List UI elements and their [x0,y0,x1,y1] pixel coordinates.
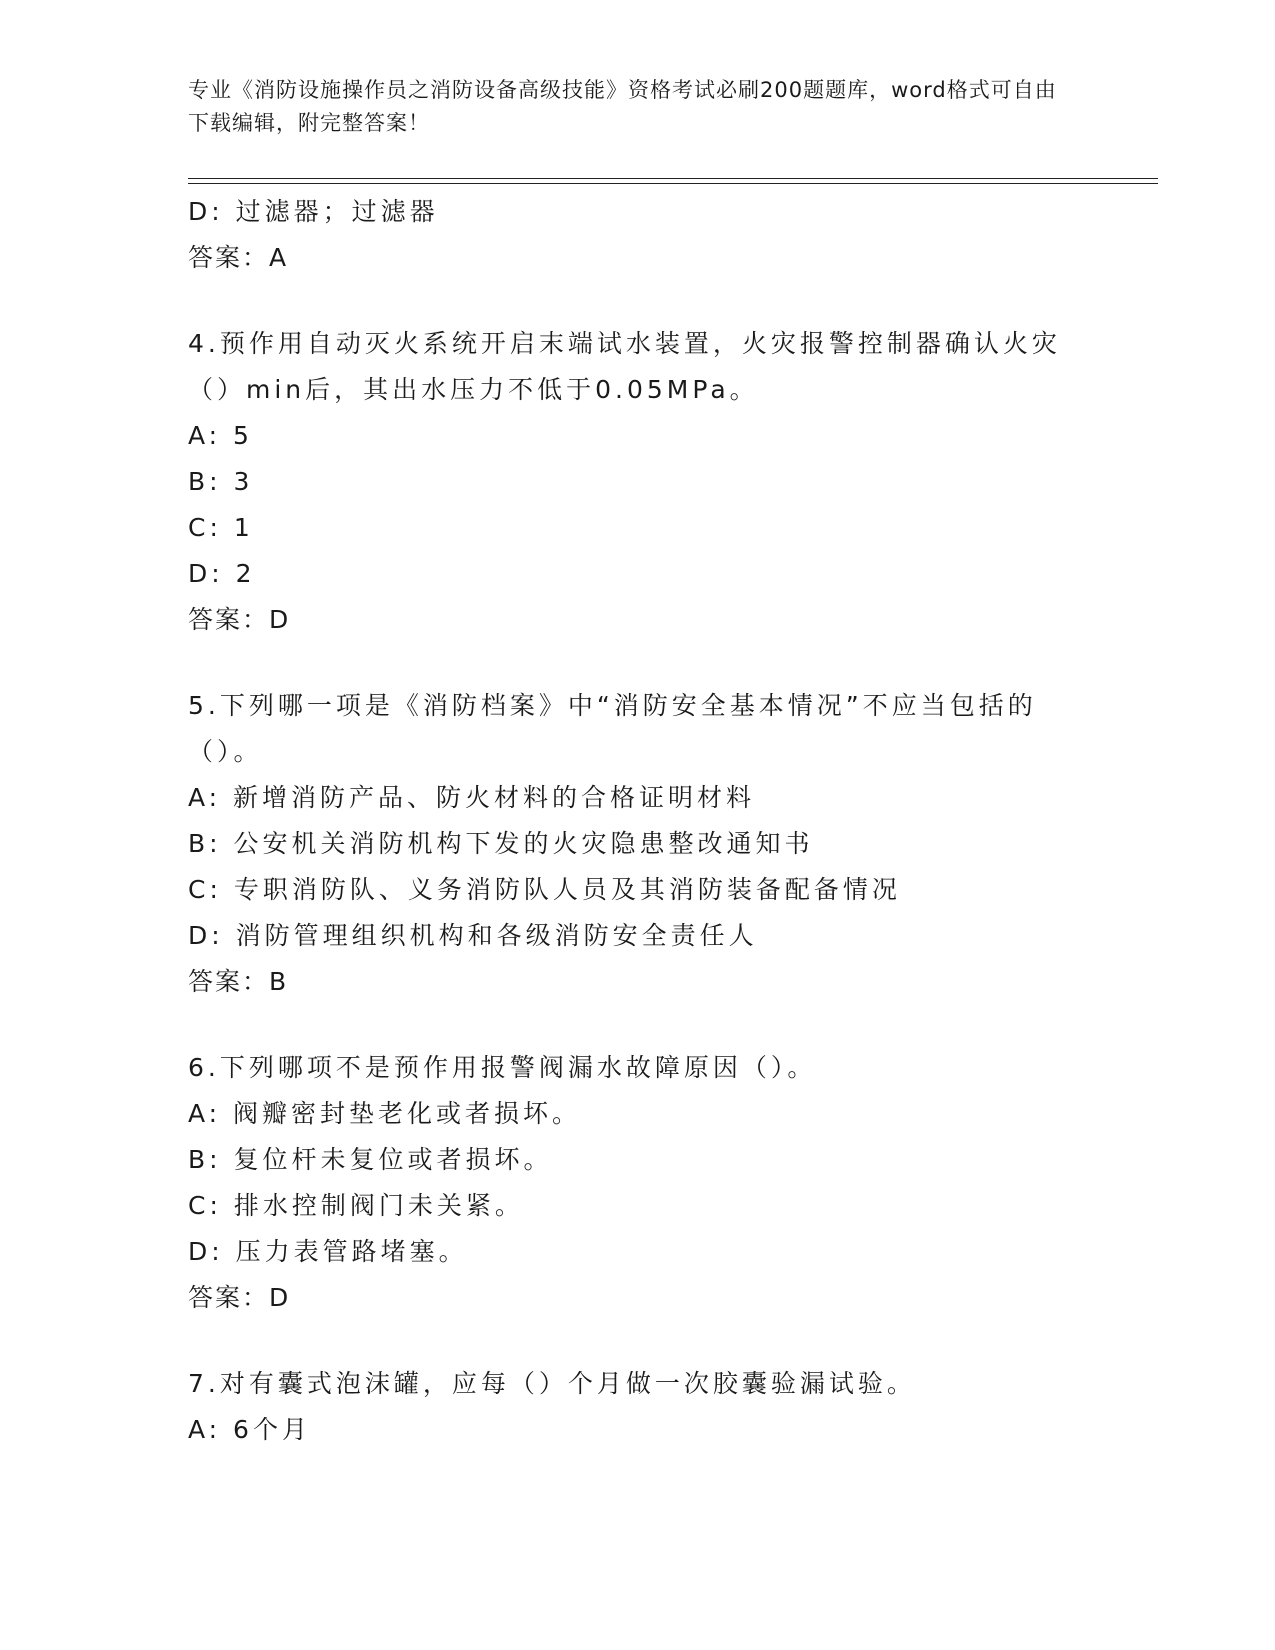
page-header: 专业《消防设施操作员之消防设备高级技能》资格考试必刷200题题库，word格式可自由下载编辑，附完整答案！ [188,78,1057,135]
q4-answer: 答案：D [188,605,291,634]
q4-title: 4.预作用自动灭火系统开启末端试水装置，火灾报警控制器确认火灾（）min后，其出水压力不低于0.05MPa。 [188,329,1061,404]
spacer [188,643,1088,683]
q6-option-b: B: 复位杆未复位或者损坏。 [188,1145,553,1174]
spacer [188,1005,1088,1045]
q4-option-a: A: 5 [188,421,253,450]
q5-option-c: C: 专职消防队、义务消防队人员及其消防装备配备情况 [188,875,901,904]
q6-title: 6.下列哪项不是预作用报警阀漏水故障原因（）。 [188,1053,817,1082]
q6-option-d: D: 压力表管路堵塞。 [188,1237,468,1266]
q4-option-c: C: 1 [188,513,254,542]
q5-option-b: B: 公安机关消防机构下发的火灾隐患整改通知书 [188,829,814,858]
q5-answer: 答案：B [188,967,289,996]
q6-option-a: A: 阀瓣密封垫老化或者损坏。 [188,1099,582,1128]
spacer [188,281,1088,321]
q3-answer: 答案：A [188,243,289,272]
q5-option-a: A: 新增消防产品、防火材料的合格证明材料 [188,783,756,812]
q3-option-d: D: 过滤器；过滤器 [188,197,439,226]
q6-answer: 答案：D [188,1283,291,1312]
header-rule-top [188,178,1158,179]
q7-title: 7.对有囊式泡沫罐，应每（）个月做一次胶囊验漏试验。 [188,1369,916,1398]
q5-option-d: D: 消防管理组织机构和各级消防安全责任人 [188,921,758,950]
header-rule-bottom [188,183,1158,184]
q4-option-b: B: 3 [188,467,254,496]
q6-option-c: C: 排水控制阀门未关紧。 [188,1191,524,1220]
question-content [188,189,1088,1453]
spacer [188,1321,1088,1361]
q7-option-a: A: 6个月 [188,1415,311,1444]
q4-option-d: D: 2 [188,559,256,588]
q5-title: 5.下列哪一项是《消防档案》中“消防安全基本情况”不应当包括的（）。 [188,691,1037,766]
